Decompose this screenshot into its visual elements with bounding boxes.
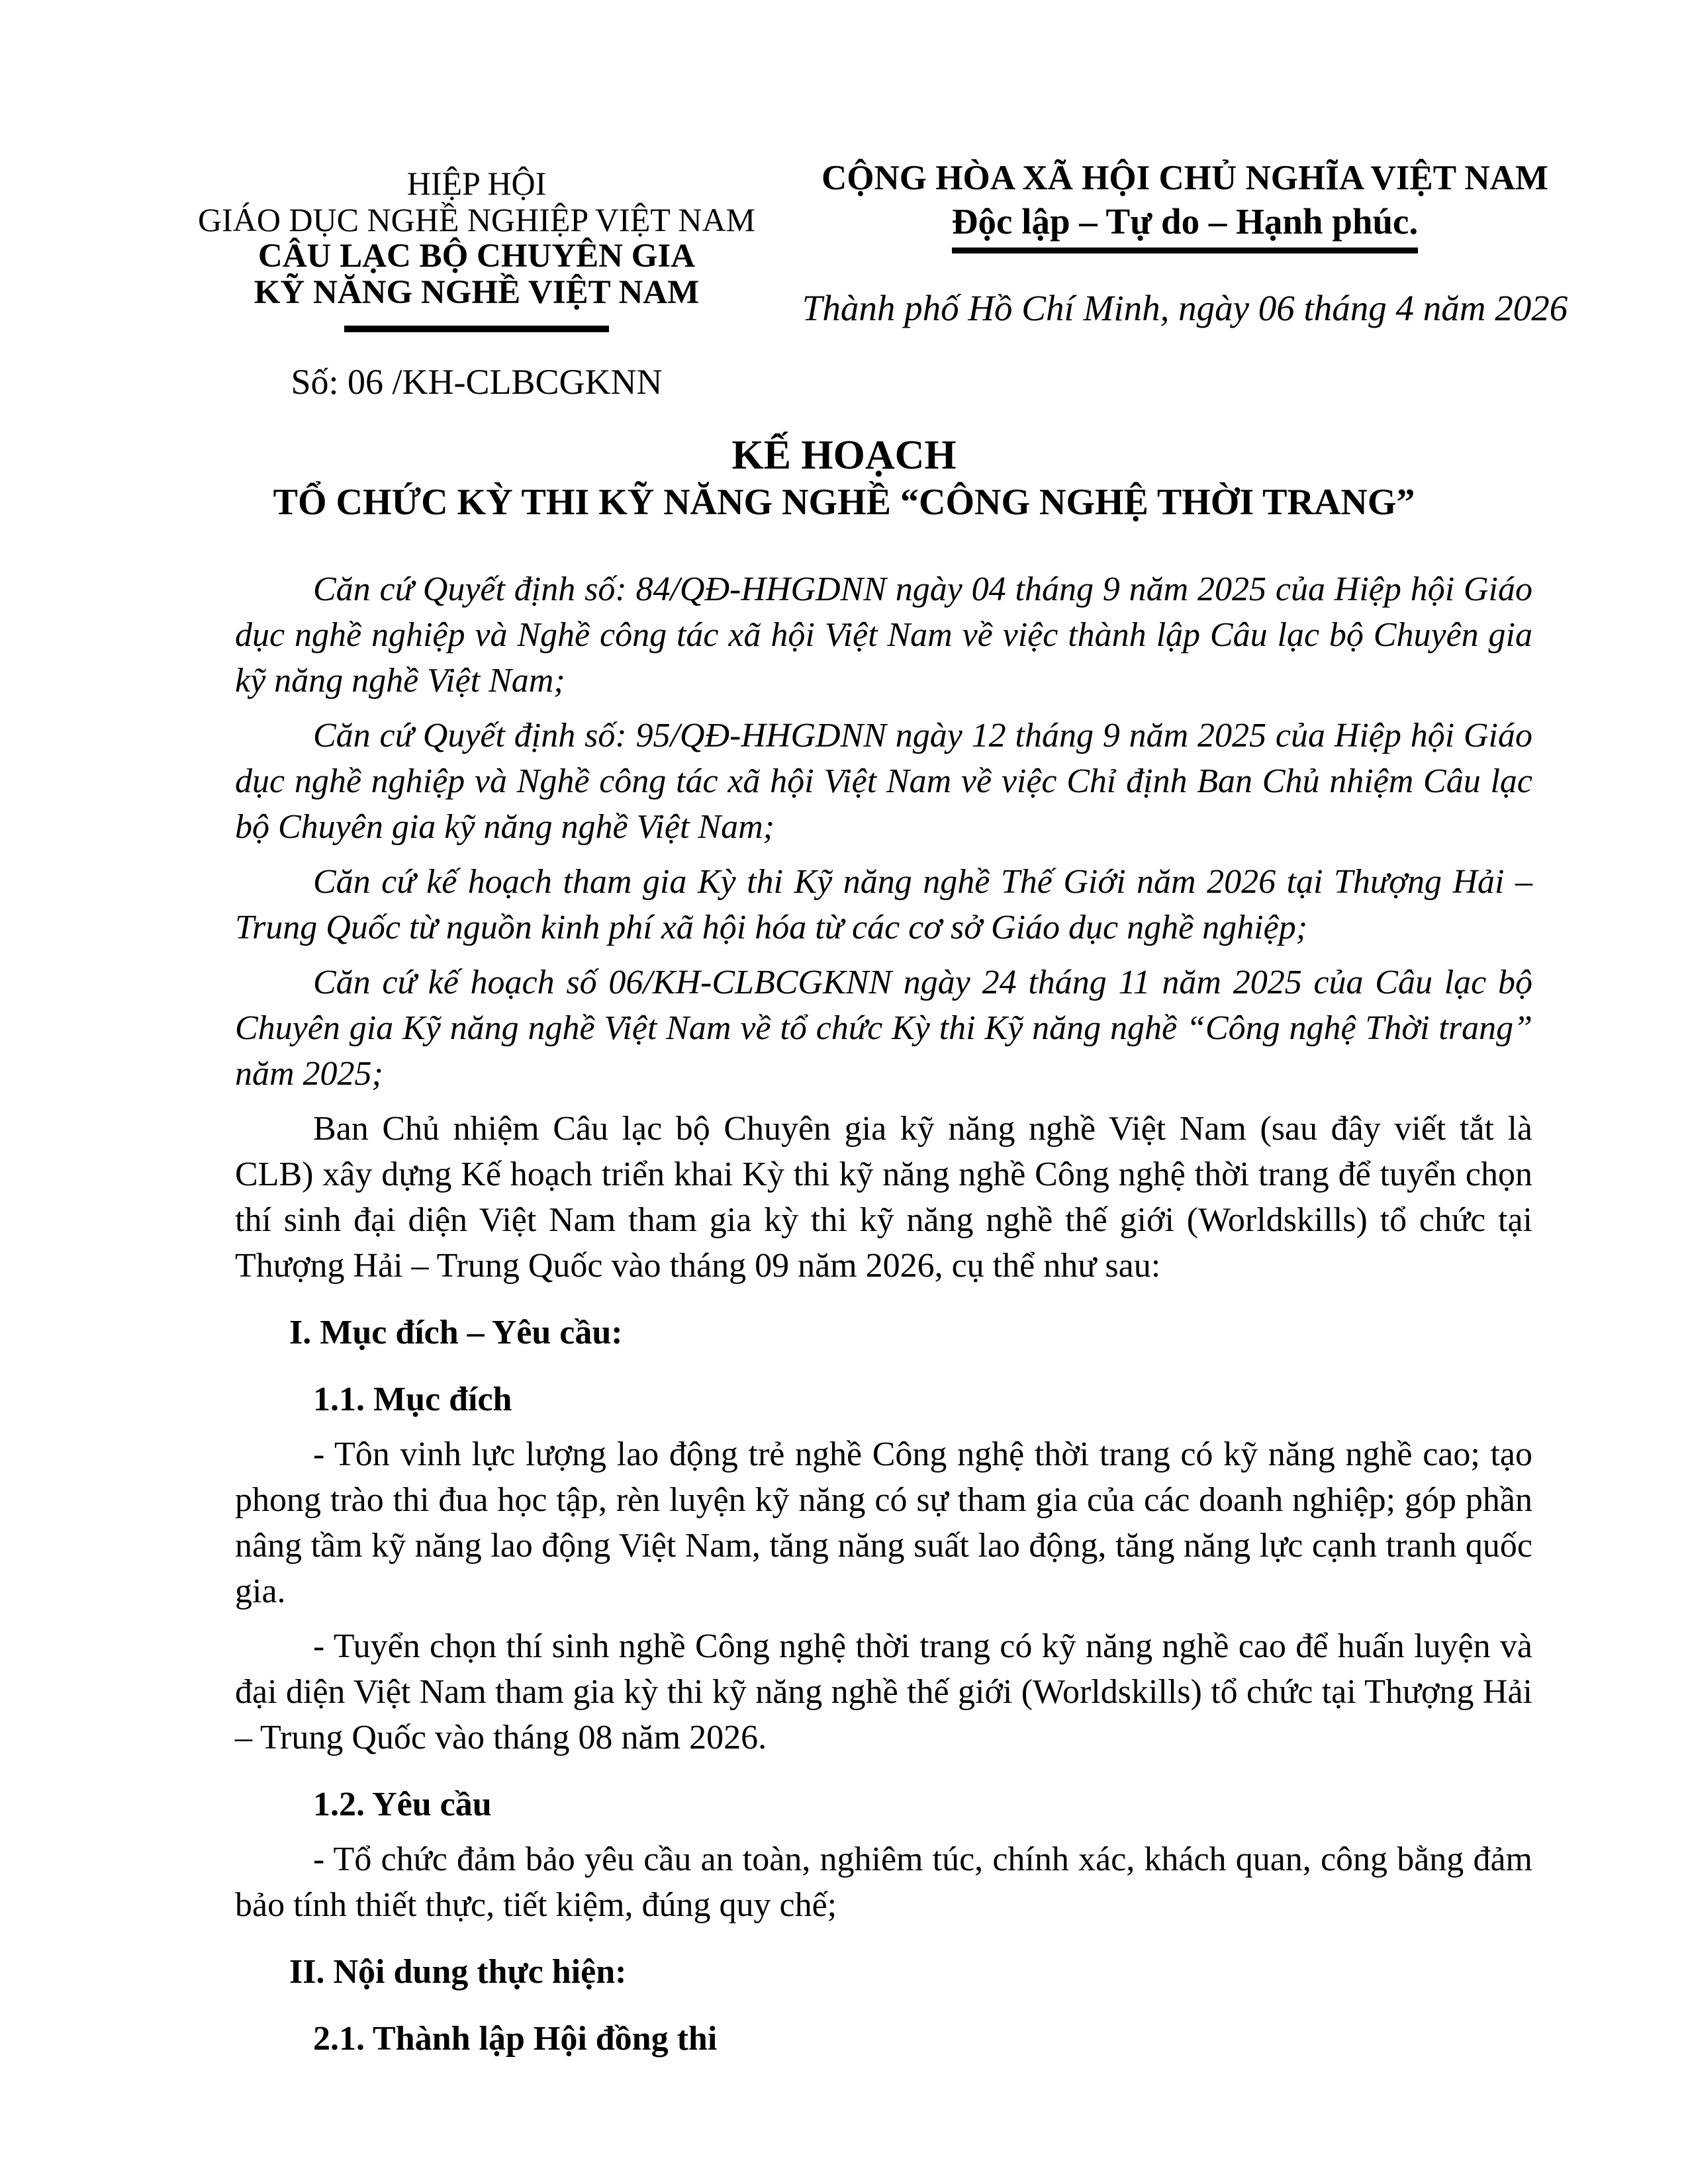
legal-basis-paragraph-1: Căn cứ Quyết định số: 84/QĐ-HHGDNN ngày 04 tháng 9 năm 2025 của Hiệp hội Giáo dục nghề nghiệp và Nghề công tác xã hội Việt Nam về việc thành lập Câu lạc bộ Chuyên gia kỹ năng nghề Việt Nam; — [235, 570, 1532, 700]
org-name-line-2: KỸ NĂNG NGHỀ VIỆT NAM — [254, 274, 700, 311]
legal-basis-paragraph-4: Căn cứ kế hoạch số 06/KH-CLBCGKNN ngày 24 tháng 11 năm 2025 của Câu lạc bộ Chuyên gia Kỹ năng nghề Việt Nam về tổ chức Kỳ thi Kỹ năng nghề “Công nghệ Thời trang” năm 2025; — [235, 964, 1532, 1093]
purpose-paragraph-2: - Tuyển chọn thí sinh nghề Công nghệ thời trang có kỹ năng nghề cao để huấn luyện và đại diện Việt Nam tham gia kỳ thi kỹ năng nghề thế giới (Worldskills) tổ chức tại Thượng Hải – Trung Quốc vào tháng 08 năm 2026. — [235, 1627, 1532, 1756]
section-heading-1-2: 1.2. Yêu cầu — [313, 1786, 492, 1823]
document-subtitle: TỔ CHỨC KỲ THI KỸ NĂNG NGHỀ “CÔNG NGHỆ THỜI TRANG” — [273, 482, 1415, 523]
purpose-paragraph-1: - Tôn vinh lực lượng lao động trẻ nghề Công nghệ thời trang có kỹ năng nghề cao; tạo phong trào thi đua học tập, rèn luyện kỹ năng có sự tham gia của các doanh nghiệp; góp phần nâng tầm kỹ năng lao động Việt Nam, tăng năng suất lao động, tăng năng lực cạnh tranh quốc gia. — [235, 1435, 1532, 1610]
org-parent-line-1: HIỆP HỘI — [406, 165, 547, 202]
issuing-org-block — [179, 165, 774, 400]
org-underline-rule — [344, 326, 609, 332]
document-body — [235, 432, 1532, 2071]
document-number: Số: 06 /KH-CLBCGKNN — [291, 362, 663, 402]
section-heading-II: II. Nội dung thực hiện: — [289, 1953, 627, 1991]
title-block — [156, 432, 1532, 525]
legal-basis-paragraph-2: Căn cứ Quyết định số: 95/QĐ-HHGDNN ngày 12 tháng 9 năm 2025 của Hiệp hội Giáo dục nghề nghiệp và Nghề công tác xã hội Việt Nam về việc Chỉ định Ban Chủ nhiệm Câu lạc bộ Chuyên gia kỹ năng nghề Việt Nam; — [235, 717, 1532, 846]
org-parent-line-2: GIÁO DỤC NGHỀ NGHIỆP VIỆT NAM — [197, 201, 756, 238]
section-heading-2-1: 2.1. Thành lập Hội đồng thi — [313, 2020, 718, 2058]
national-motto: Độc lập – Tự do – Hạnh phúc. — [952, 201, 1418, 253]
national-header-block — [791, 158, 1579, 329]
section-heading-1-1: 1.1. Mục đích — [313, 1381, 512, 1418]
legal-basis-paragraph-3: Căn cứ kế hoạch tham gia Kỳ thi Kỹ năng nghề Thế Giới năm 2026 tại Thượng Hải – Trung Quốc từ nguồn kinh phí xã hội hóa từ các cơ sở Giáo dục nghề nghiệp; — [235, 863, 1532, 946]
org-name-line-1: CÂU LẠC BỘ CHUYÊN GIA — [258, 238, 696, 275]
place-date-line: Thành phố Hồ Chí Minh, ngày 06 tháng 4 năm 2026 — [802, 288, 1568, 328]
intro-paragraph: Ban Chủ nhiệm Câu lạc bộ Chuyên gia kỹ năng nghề Việt Nam (sau đây viết tắt là CLB) xây dựng Kế hoạch triển khai Kỳ thi kỹ năng nghề Công nghệ thời trang để tuyển chọn thí sinh đại diện Việt Nam tham gia kỳ thi kỹ năng nghề thế giới (Worldskills) tổ chức tại Thượng Hải – Trung Quốc vào tháng 09 năm 2026, cụ thể như sau: — [235, 1110, 1532, 1285]
national-title: CỘNG HÒA XÃ HỘI CHỦ NGHĨA VIỆT NAM — [821, 159, 1548, 197]
document-title: KẾ HOẠCH — [731, 433, 957, 478]
section-heading-I: I. Mục đích – Yêu cầu: — [289, 1314, 623, 1351]
requirement-paragraph: - Tổ chức đảm bảo yêu cầu an toàn, nghiêm túc, chính xác, khách quan, công bằng đảm bảo tính thiết thực, tiết kiệm, đúng quy chế; — [235, 1841, 1532, 1924]
